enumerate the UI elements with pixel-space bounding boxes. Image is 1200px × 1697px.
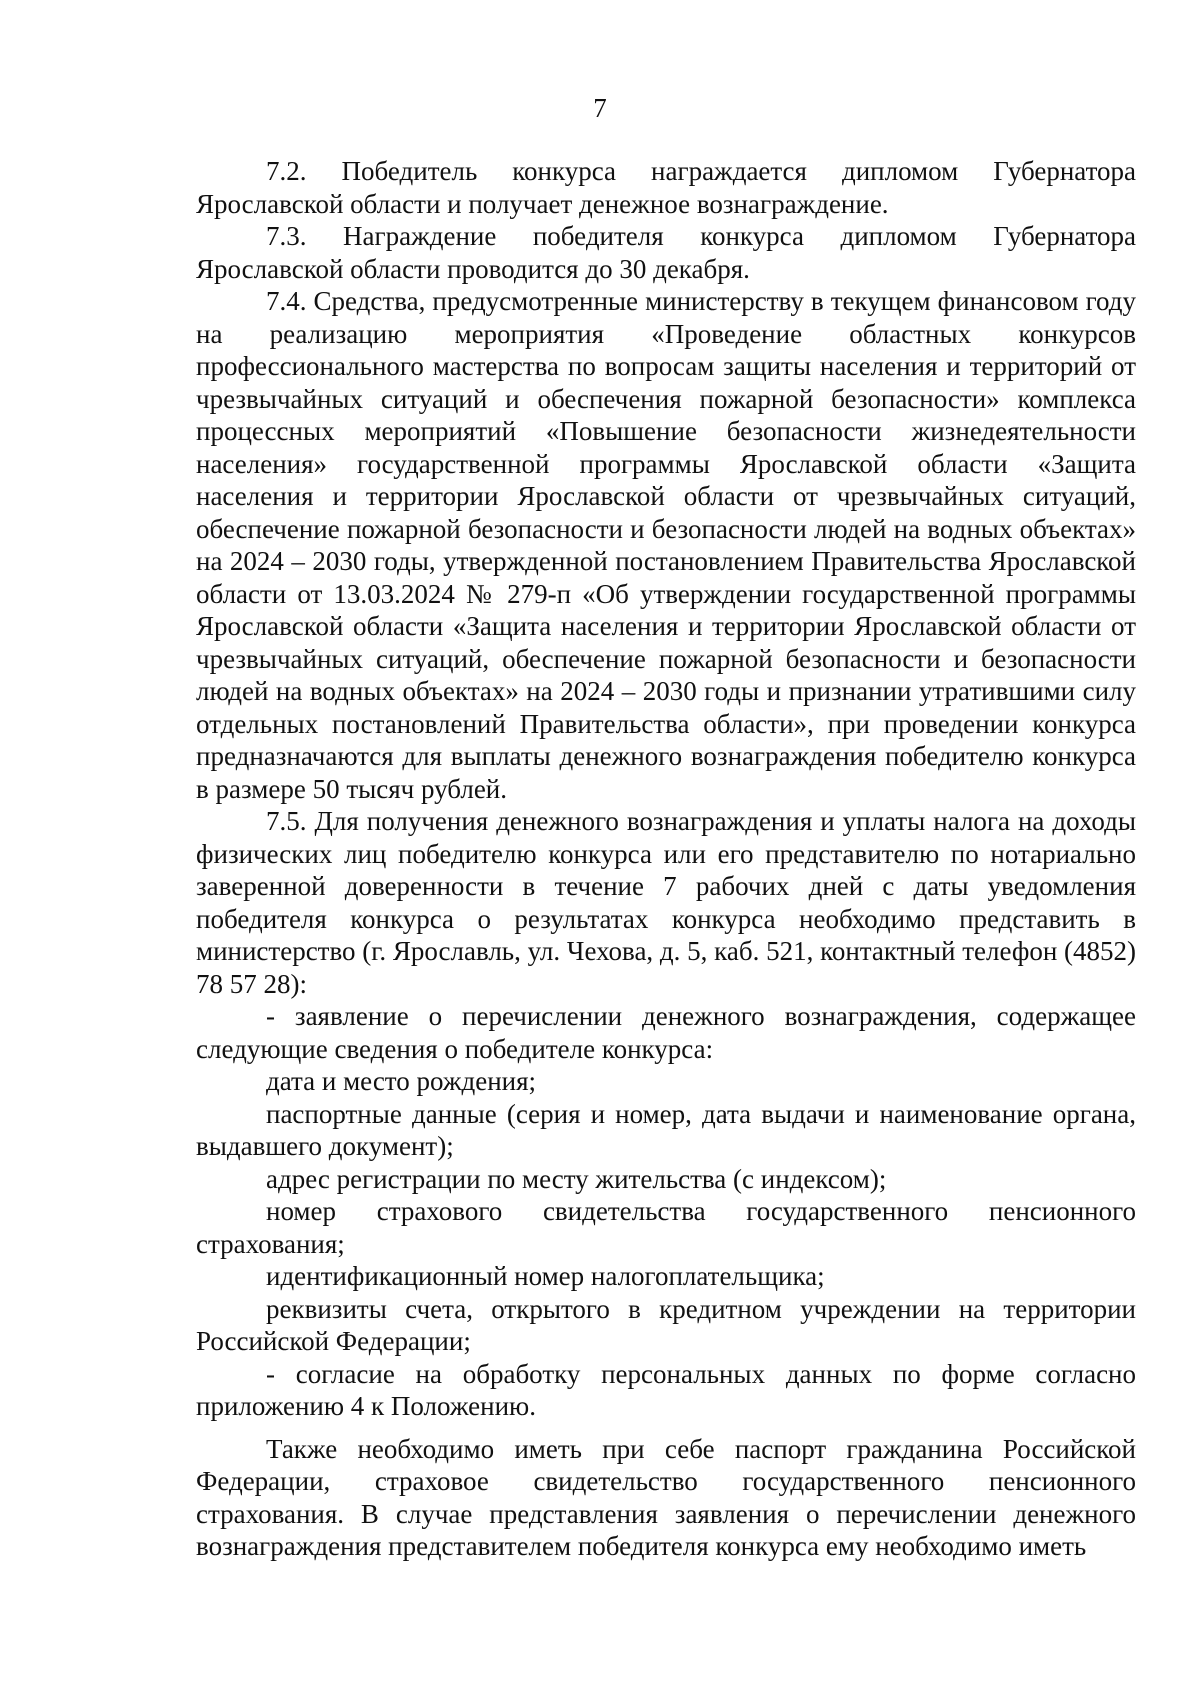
paragraph-7-2: 7.2. Победитель конкурса награждается дипломом Губернатора Ярославской области и получает денежное вознаграждение.	[196, 156, 1136, 219]
list-item-consent: - согласие на обработку персональных данных по форме согласно приложению 4 к Положению.	[196, 1358, 1136, 1421]
list-item-insurance-number: номер страхового свидетельства государственного пенсионного страхования;	[196, 1196, 1136, 1259]
list-item-address: адрес регистрации по месту жительства (с индексом);	[266, 1163, 887, 1194]
page-number: 7	[593, 93, 607, 123]
paragraph-7-3: 7.3. Награждение победителя конкурса дипломом Губернатора Ярославской области проводится до 30 декабря.	[196, 221, 1136, 284]
paragraph-documents-to-carry: Также необходимо иметь при себе паспорт гражданина Российской Федерации, страховое свидетельство государственного пенсионного страхования. В случае представления заявления о перечислении денежного вознаграждения представителем победителя конкурса ему необходимо иметь	[196, 1433, 1136, 1561]
list-item-birth-data: дата и место рождения;	[266, 1066, 537, 1096]
list-item-passport: паспортные данные (серия и номер, дата выдачи и наименование органа, выдавшего документ);	[196, 1098, 1136, 1161]
list-item-bank-account: реквизиты счета, открытого в кредитном учреждении на территории Российской Федерации;	[196, 1293, 1136, 1356]
document-body	[196, 155, 1136, 1563]
list-item-application: - заявление о перечислении денежного вознаграждения, содержащее следующие сведения о победителе конкурса:	[196, 1001, 1136, 1064]
paragraph-7-4: 7.4. Средства, предусмотренные министерству в текущем финансовом году на реализацию мероприятия «Проведение областных конкурсов профессионального мастерства по вопросам защиты населения и территорий от чрезвычайных ситуаций и обеспечения пожарной безопасности» комплекса процессных мероприятий «Повышение безопасности жизнедеятельности населения» государственной программы Ярославской области «Защита населения и территории Ярославской области от чрезвычайных ситуаций, обеспечение пожарной безопасности и безопасности людей на водных объектах» на 2024 – 2030 годы, утвержденной постановлением Правительства Ярославской области от 13.03.2024 № 279-п «Об утверждении государственной программы Ярославской области «Защита населения и территории Ярославской области от чрезвычайных ситуаций, обеспечение пожарной безопасности и безопасности людей на водных объектах» на 2024 – 2030 годы и признании утратившими силу отдельных постановлений Правительства области», при проведении конкурса предназначаются для выплаты денежного вознаграждения победителю конкурса в размере 50 тысяч рублей.	[196, 286, 1136, 804]
paragraph-7-5: 7.5. Для получения денежного вознаграждения и уплаты налога на доходы физических лиц победителю конкурса или его представителю по нотариально заверенной доверенности в течение 7 рабочих дней с даты уведомления победителя конкурса о результатах конкурса необходимо представить в министерство (г. Ярославль, ул. Чехова, д. 5, каб. 521, контактный телефон (4852) 78 57 28):	[196, 806, 1137, 999]
list-item-tax-id: идентификационный номер налогоплательщика;	[266, 1261, 825, 1291]
